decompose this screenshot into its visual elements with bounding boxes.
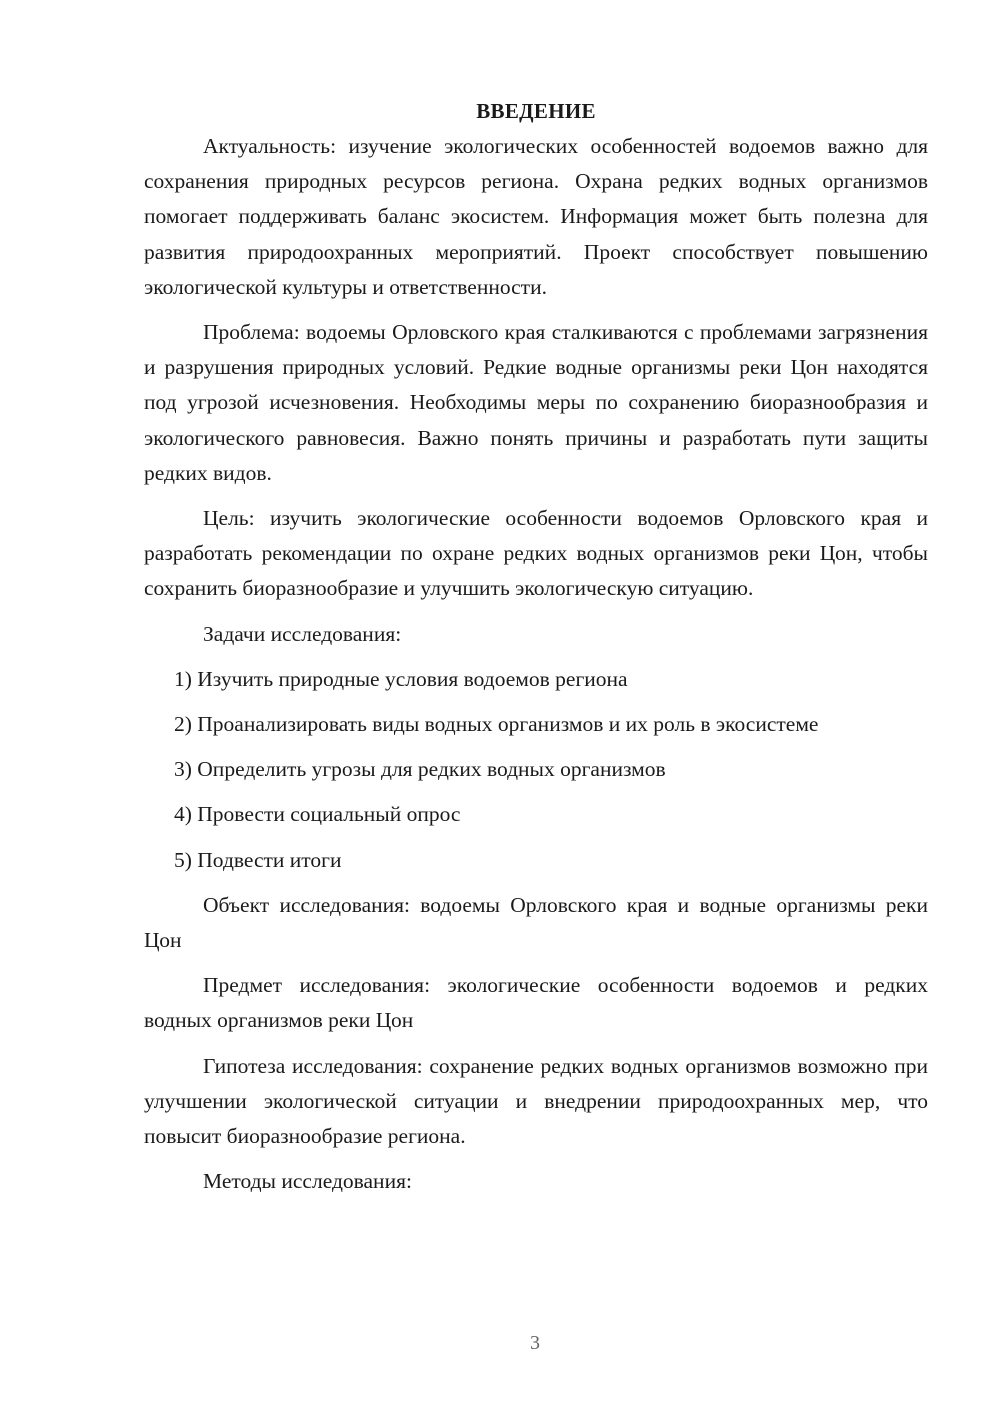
document-page [144,94,928,1209]
object-paragraph: Объект исследования: водоемы Орловского края и водные организмы реки Цон [144,892,928,953]
methods-heading: Методы исследования: [203,1169,412,1194]
page-number: 3 [530,1332,540,1354]
tasks-heading: Задачи исследования: [203,621,402,646]
tasks-list [144,662,928,878]
task-item: 1) Изучить природные условия водоемов региона [174,666,628,691]
relevance-paragraph: Актуальность: изучение экологических особенностей водоемов важно для сохранения природных ресурсов региона. Охрана редких водных организмов помогает поддерживать баланс экосистем. Информация может быть полезна для развития природоохранных мероприятий. Проект способствует повышению экологической культуры и ответственности. [144,134,928,299]
task-item: 5) Подвести итоги [174,847,342,872]
page-title: ВВЕДЕНИЕ [476,99,596,123]
goal-paragraph: Цель: изучить экологические особенности водоемов Орловского края и разработать рекомендации по охране редких водных организмов реки Цон, чтобы сохранить биоразнообразие и улучшить экологическую ситуацию. [144,506,928,601]
problem-paragraph: Проблема: водоемы Орловского края сталкиваются с проблемами загрязнения и разрушения природных условий. Редкие водные организмы реки Цон находятся под угрозой исчезновения. Необходимы меры по сохранению биоразнообразия и экологического равновесия. Важно понять причины и разработать пути защиты редких видов. [144,320,928,485]
hypothesis-paragraph: Гипотеза исследования: сохранение редких водных организмов возможно при улучшении экологической ситуации и внедрении природоохранных мер, что повысит биоразнообразие региона. [144,1053,928,1149]
task-item: 3) Определить угрозы для редких водных организмов [174,757,666,782]
task-item: 4) Провести социальный опрос [174,802,461,827]
subject-paragraph: Предмет исследования: экологические особенности водоемов и редких водных организмов реки Цон [144,973,928,1033]
task-item: 2) Проанализировать виды водных организмов и их роль в экосистеме [174,712,819,737]
